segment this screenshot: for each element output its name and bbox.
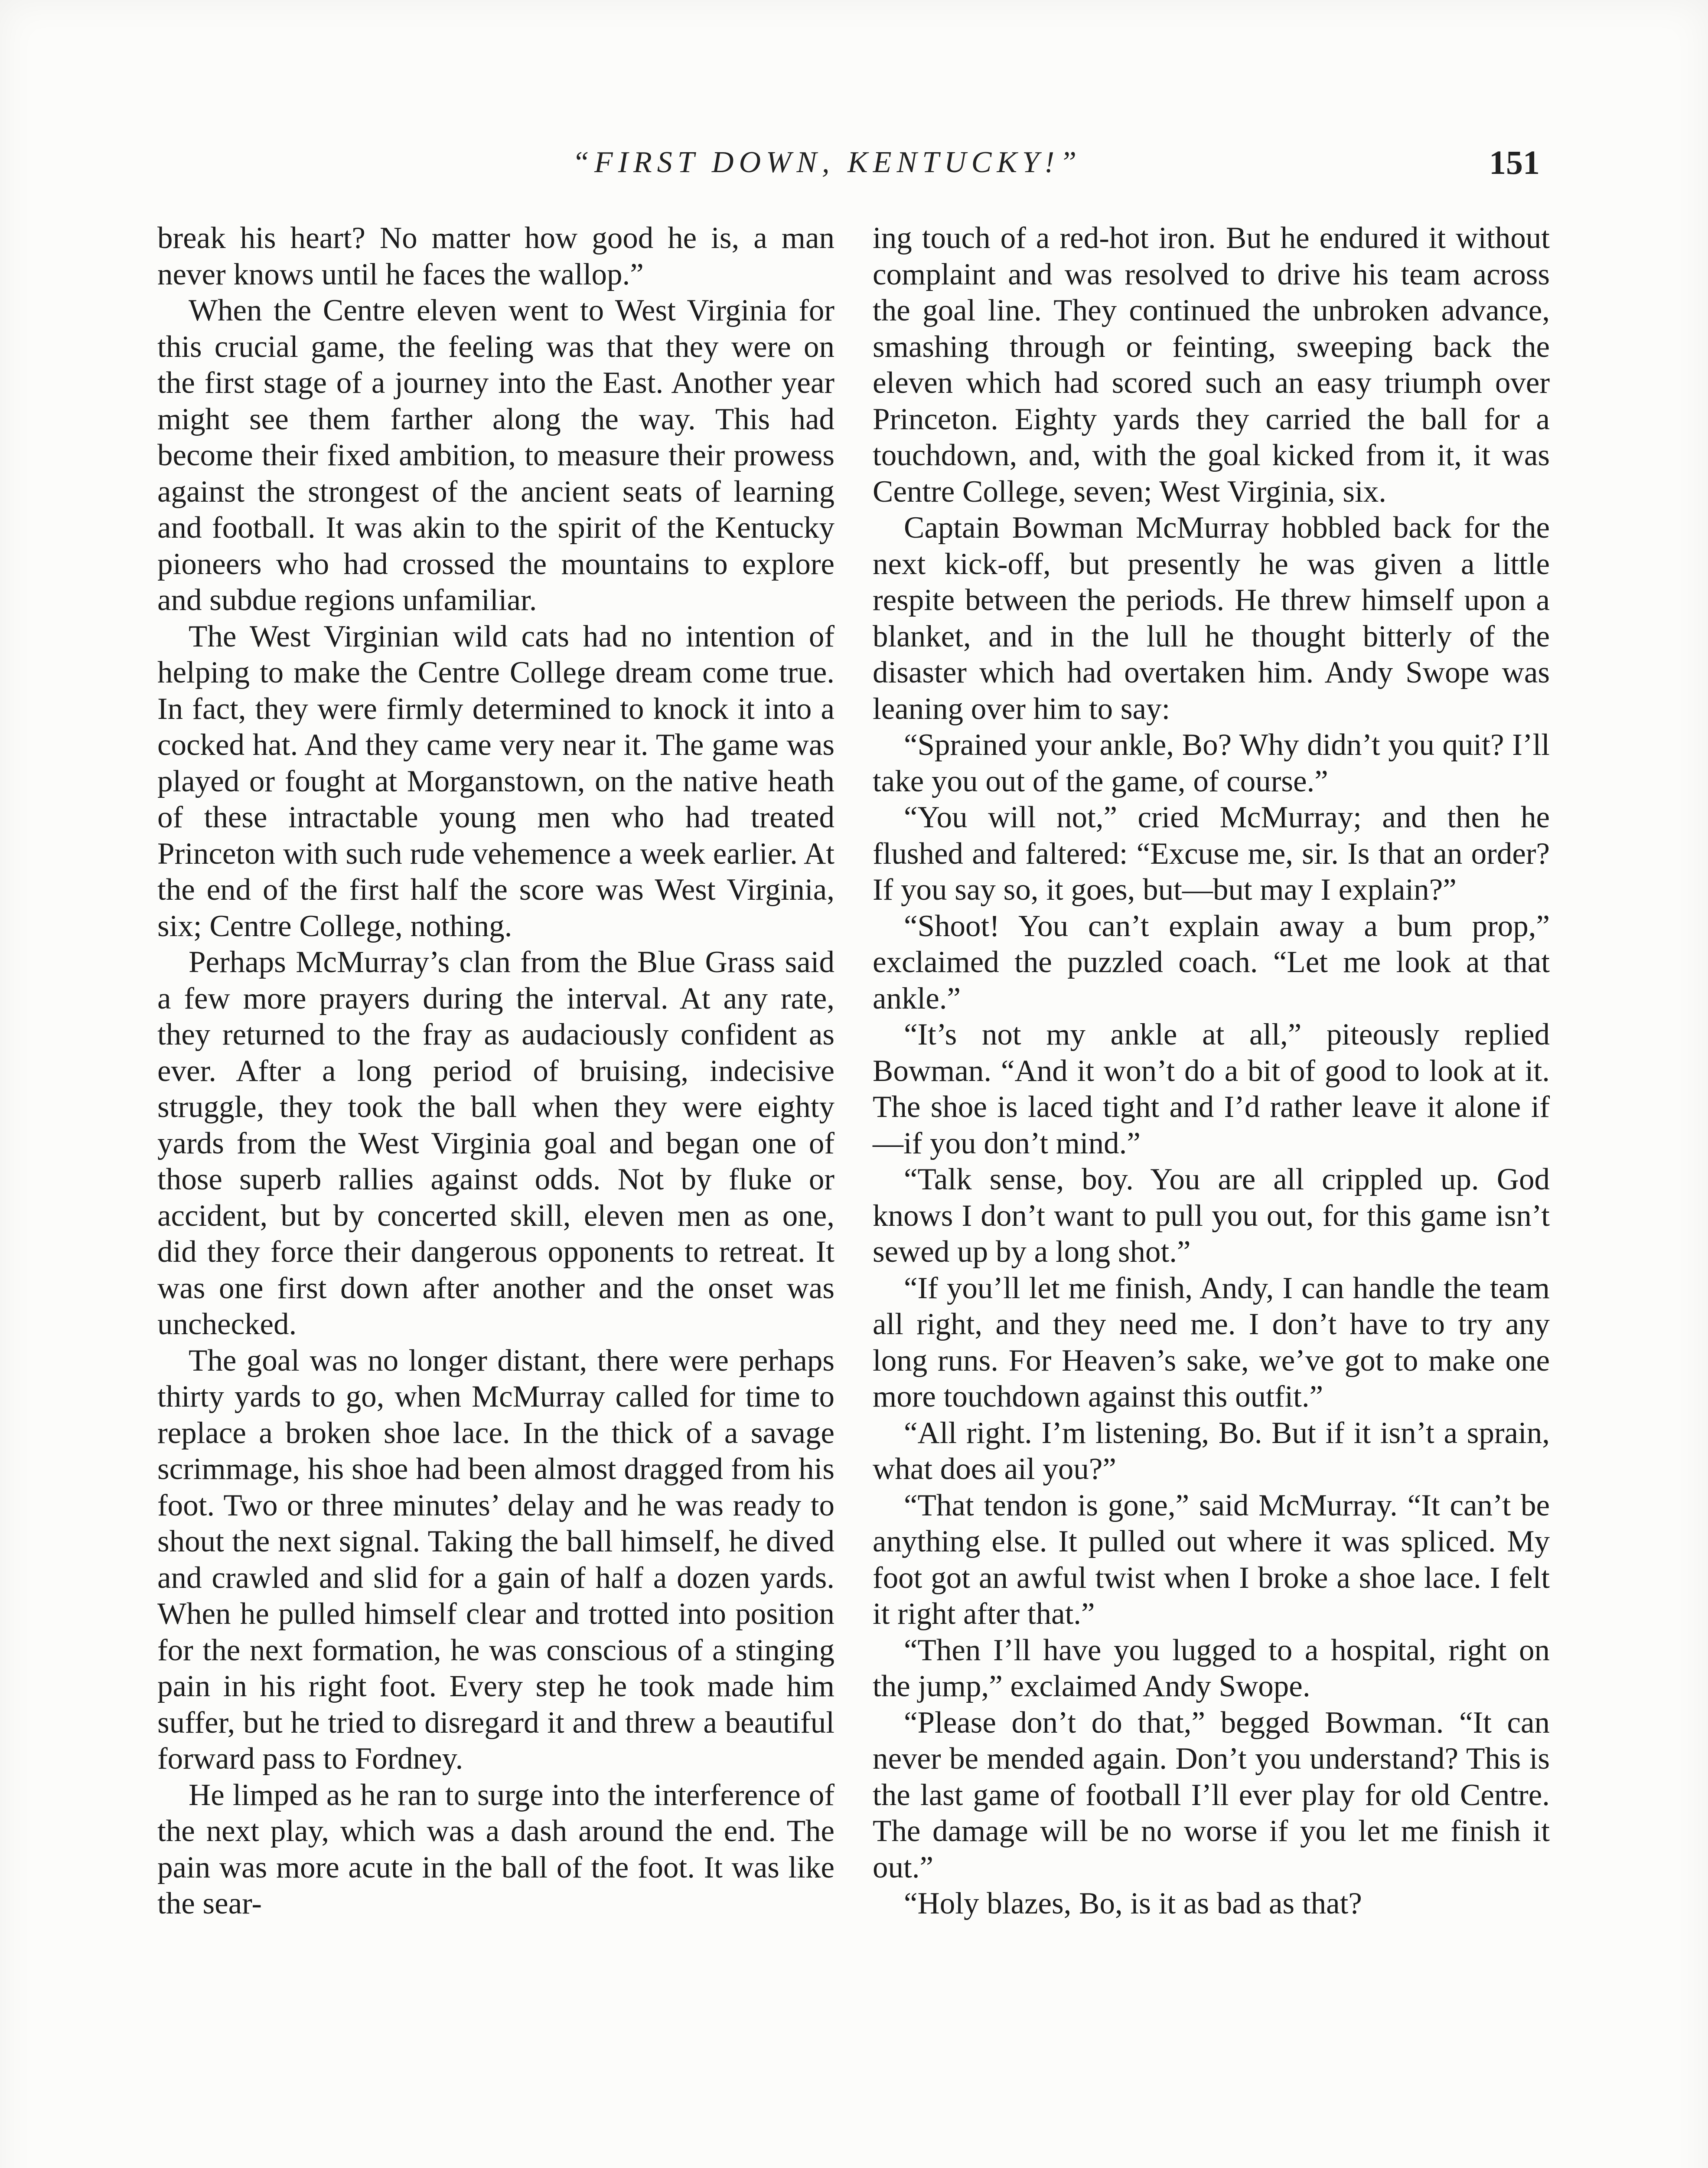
left-column — [157, 220, 834, 1922]
paragraph: “Then I’ll have you lugged to a hospital, right on the jump,” exclaimed Andy Swope. — [873, 1633, 1550, 1703]
paragraph: The goal was no longer distant, there were perhaps thirty yards to go, when McMurray called for time to replace a broken shoe lace. In the thick of a savage scrimmage, his shoe had been almost dragged from his foot. Two or three minutes’ delay and he was ready to shout the next signal. Taking the ball himself, he dived and crawled and slid for a gain of half a dozen yards. When he pulled himself clear and trotted into position for the next formation, he was conscious of a stinging pain in his right foot. Every step he took made him suffer, but he tried to disregard it and threw a beautiful forward pass to Fordney. — [157, 1343, 834, 1776]
paragraph: ing touch of a red-hot iron. But he endured it without complaint and was resolved to drive his team across the goal line. They continued the unbroken advance, smashing through or feinting, sweeping back the eleven which had scored such an easy triumph over Princeton. Eighty yards they carried the ball for a touchdown, and, with the goal kicked from it, it was Centre College, seven; West Virginia, six. — [873, 221, 1550, 509]
paragraph: “That tendon is gone,” said McMurray. “It can’t be anything else. It pulled out where it was spliced. My foot got an awful twist when I broke a shoe lace. I felt it right after that.” — [873, 1488, 1550, 1631]
paragraph: “If you’ll let me finish, Andy, I can handle the team all right, and they need me. I don’t have to try any long runs. For Heaven’s sake, we’ve got to make one more touchdown against this outfit.” — [873, 1271, 1550, 1414]
paragraph: break his heart? No matter how good he is, a man never knows until he faces the wallop.” — [157, 221, 834, 291]
paragraph: “You will not,” cried McMurray; and then he flushed and faltered: “Excuse me, sir. Is that an order? If you say so, it goes, but—but may I explain?” — [873, 800, 1550, 907]
paragraph: Captain Bowman McMurray hobbled back for the next kick-off, but presently he was given a little respite between the periods. He threw himself upon a blanket, and in the lull he thought bitterly of the disaster which had overtaken him. Andy Swope was leaning over him to say: — [873, 511, 1550, 726]
paragraph: Perhaps McMurray’s clan from the Blue Grass said a few more prayers during the interval. At any rate, they returned to the fray as audaciously confident as ever. After a long period of bruising, indecisive struggle, they took the ball when they were eighty yards from the West Virginia goal and began one of those superb rallies against odds. Not by fluke or accident, but by concerted skill, eleven men as one, did they force their dangerous opponents to retreat. It was one first down after another and the onset was unchecked. — [157, 945, 834, 1341]
paragraph: “Talk sense, boy. You are all crippled up. God knows I don’t want to pull you out, for this game isn’t sewed up by a long shot.” — [873, 1162, 1550, 1269]
right-column — [873, 220, 1550, 1922]
page-number: 151 — [1489, 144, 1540, 181]
paragraph: “All right. I’m listening, Bo. But if it isn’t a sprain, what does ail you?” — [873, 1416, 1550, 1486]
paragraph: He limped as he ran to surge into the interference of the next play, which was a dash around the end. The pain was more acute in the ball of the foot. It was like the sear- — [157, 1778, 834, 1920]
paragraph: When the Centre eleven went to West Virginia for this crucial game, the feeling was that they were on the first stage of a journey into the East. Another year might see them farther along the way. This had become their fixed ambition, to measure their prowess against the strongest of the ancient seats of learning and football. It was akin to the spirit of the Kentucky pioneers who had crossed the mountains to explore and subdue regions unfamiliar. — [157, 294, 834, 617]
paragraph: “Sprained your ankle, Bo? Why didn’t you quit? I’ll take you out of the game, of course.” — [873, 728, 1550, 798]
paragraph: “Holy blazes, Bo, is it as bad as that? — [904, 1887, 1362, 1920]
paragraph: “Please don’t do that,” begged Bowman. “It can never be mended again. Don’t you understand? This is the last game of football I’ll ever play for old Centre. The damage will be no worse if you let me finish it out.” — [873, 1705, 1550, 1884]
running-title: “FIRST DOWN, KENTUCKY!” — [572, 146, 1082, 179]
paragraph: “Shoot! You can’t explain away a bum prop,” exclaimed the puzzled coach. “Let me look at that ankle.” — [873, 909, 1550, 1015]
paragraph: “It’s not my ankle at all,” piteously replied Bowman. “And it won’t do a bit of good to look at it. The shoe is laced tight and I’d rather leave it alone if—if you don’t mind.” — [873, 1018, 1550, 1160]
paragraph: The West Virginian wild cats had no intention of helping to make the Centre College dream come true. In fact, they were firmly determined to knock it into a cocked hat. And they came very near it. The game was played or fought at Morganstown, on the native heath of these intractable young men who had treated Princeton with such rude vehemence a week earlier. At the end of the first half the score was West Virginia, six; Centre College, nothing. — [157, 619, 834, 943]
